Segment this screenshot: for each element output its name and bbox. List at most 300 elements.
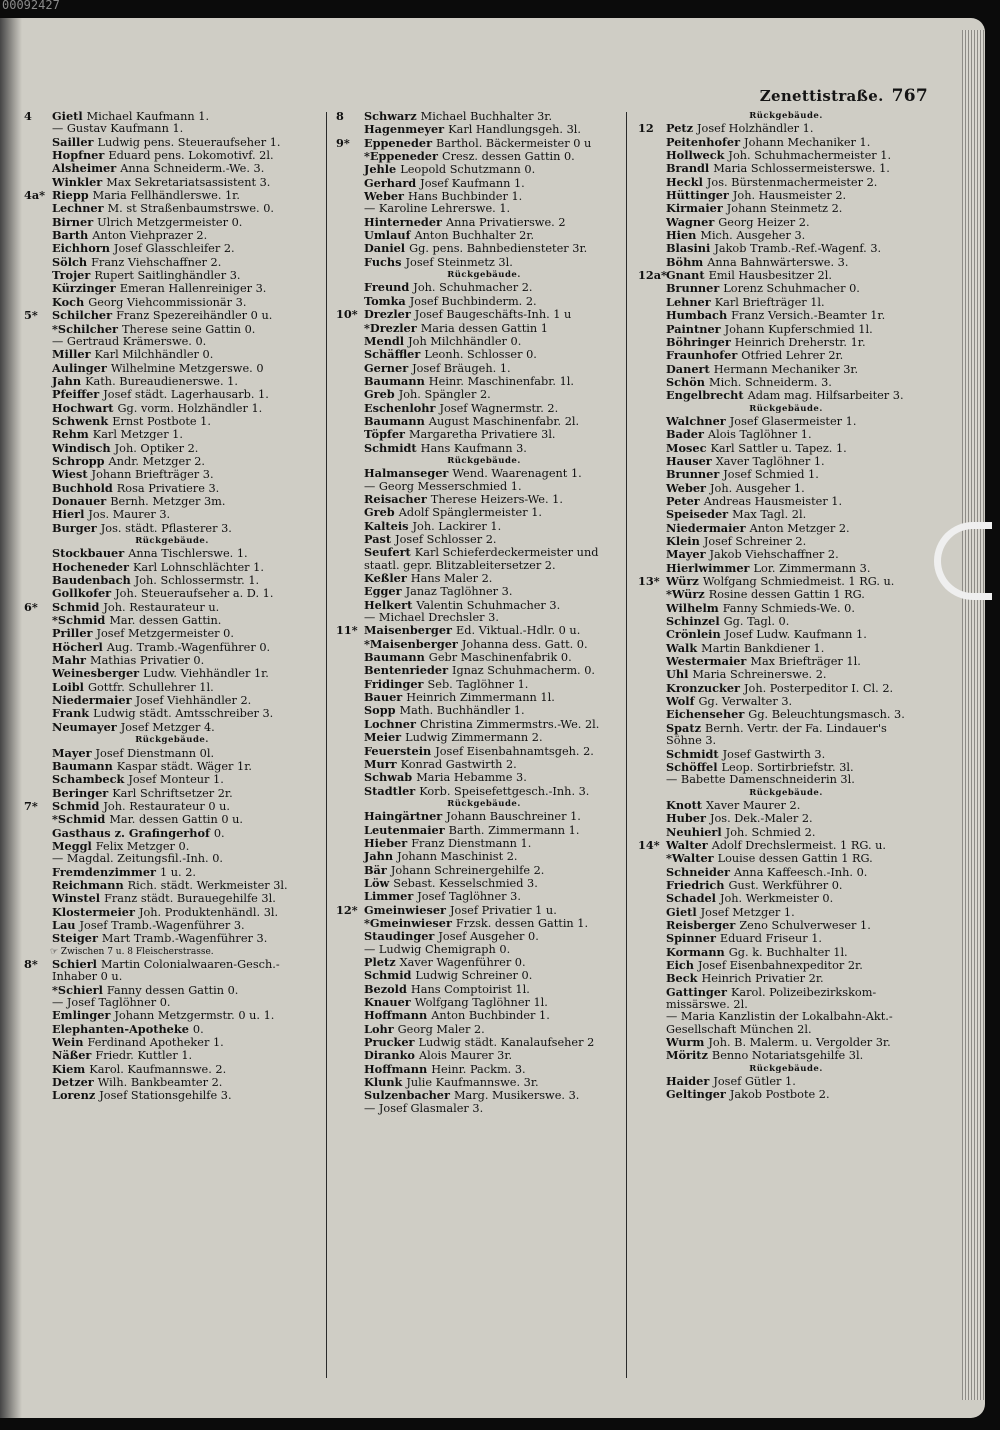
resident-name: Lechner xyxy=(52,202,104,216)
resident-name: Riepp xyxy=(52,189,89,203)
section-heading: Rückgebäude. xyxy=(749,111,823,121)
entry-detail: Joh. Hausmeister 2. xyxy=(732,189,847,203)
section-heading: Rückgebäude. xyxy=(447,270,521,281)
directory-entry xyxy=(24,110,320,123)
directory-entry xyxy=(336,560,632,572)
directory-entry xyxy=(336,190,632,203)
directory-entry xyxy=(24,242,320,255)
resident-name: Wein xyxy=(52,1036,84,1050)
house-number: 13* xyxy=(638,575,660,589)
resident-name: Uhl xyxy=(666,668,689,682)
directory-entry xyxy=(336,493,632,506)
entry-detail: Wolfgang Taglöhner 1l. xyxy=(414,996,548,1010)
section-heading: Rückgebäude. xyxy=(749,403,823,414)
directory-entry xyxy=(638,986,934,999)
entry-detail: Maria Schlossermeisterswe. 1. xyxy=(713,162,890,176)
directory-entry xyxy=(638,799,934,812)
directory-entry xyxy=(638,812,934,825)
resident-name: Buchhold xyxy=(52,481,113,495)
resident-name: Näßer xyxy=(52,1049,92,1063)
resident-name: *Gmeinwieser xyxy=(364,916,452,930)
entry-detail: Ludw. Viehhändler 1r. xyxy=(143,667,269,681)
entry-detail: Mich. Schneiderm. 3. xyxy=(709,375,832,389)
resident-name: Mayer xyxy=(52,746,92,760)
resident-name: Kronzucker xyxy=(666,681,740,695)
resident-name: Sopp xyxy=(364,704,396,718)
resident-name: Hoffmann xyxy=(364,1062,428,1076)
entry-detail: Ludwig pens. Steueraufseher 1. xyxy=(97,135,281,149)
resident-name: Mayer xyxy=(666,548,706,562)
directory-entry xyxy=(638,682,934,695)
resident-name: Brunner xyxy=(666,468,720,482)
entry-detail: Otfried Lehrer 2r. xyxy=(741,349,844,363)
resident-name: Böhringer xyxy=(666,335,731,349)
entry-detail: Karol. Kaufmannswe. 2. xyxy=(89,1062,227,1076)
resident-name: Alsheimer xyxy=(52,162,117,176)
resident-name: Gmeinwieser xyxy=(364,903,446,917)
house-number: 11* xyxy=(336,624,358,638)
directory-entry xyxy=(638,363,934,376)
entry-detail: Gust. Werkführer 0. xyxy=(728,878,843,892)
directory-entry xyxy=(336,546,632,559)
resident-name: Burger xyxy=(52,521,97,535)
directory-entry xyxy=(336,1076,632,1089)
entry-detail: Zeno Schulverweser 1. xyxy=(739,918,871,932)
directory-entry xyxy=(336,163,632,176)
resident-name: Humbach xyxy=(666,309,728,323)
section-heading: Rückgebäude. xyxy=(135,735,209,746)
resident-name: Murr xyxy=(364,757,397,771)
directory-entry xyxy=(336,1049,632,1062)
entry-detail: Josef Eisenbahnamtsgeh. 2. xyxy=(435,744,594,758)
resident-name: Heckl xyxy=(666,175,703,189)
directory-entry xyxy=(638,826,934,839)
resident-name: Lochner xyxy=(364,717,416,731)
house-number: 12* xyxy=(336,903,358,917)
entry-detail: Hans Buchbinder 1. xyxy=(408,190,523,204)
entry-detail: Franz Viehschaffner 2. xyxy=(91,255,222,269)
resident-name: Hagenmeyer xyxy=(364,123,445,137)
entry-detail: Ludwig Schreiner 0. xyxy=(415,969,533,983)
resident-name: Elephanten-Apotheke xyxy=(52,1022,189,1036)
entry-detail: Josef Baugeschäfts-Inh. 1 u xyxy=(414,308,572,322)
page-edges xyxy=(962,30,984,1400)
entry-detail: Franz Dienstmann 1. xyxy=(411,836,532,850)
directory-entry xyxy=(638,575,934,588)
entry-detail: Karl Milchhändler 0. xyxy=(94,348,214,362)
resident-name: Höcherl xyxy=(52,640,103,654)
resident-name: Bentenrieder xyxy=(364,664,449,678)
resident-name: Seufert xyxy=(364,546,411,560)
entry-detail: Jakob Tramb.-Ref.-Wagenf. 3. xyxy=(714,242,882,256)
entry-detail: Josef Gastwirth 3. xyxy=(722,747,826,761)
directory-entry xyxy=(336,442,632,455)
directory-entry xyxy=(336,520,632,533)
resident-name: Pletz xyxy=(364,956,396,969)
entry-detail: Joh. Schmied 2. xyxy=(725,825,816,839)
directory-entry xyxy=(24,840,320,853)
entry-detail: Joh. B. Malerm. u. Vergolder 3r. xyxy=(708,1036,891,1050)
directory-entry xyxy=(336,624,632,637)
entry-detail: Gebr Maschinenfabrik 0. xyxy=(428,651,572,665)
directory-entry xyxy=(336,1023,632,1036)
entry-detail: Karl Handlungsgeh. 3l. xyxy=(448,123,581,137)
directory-entry xyxy=(638,216,934,229)
resident-name: Schropp xyxy=(52,454,105,468)
resident-name: Past xyxy=(364,533,392,546)
entry-detail: Math. Buchhändler 1. xyxy=(399,704,525,718)
resident-name: Schierl xyxy=(52,958,97,971)
directory-entry xyxy=(24,229,320,242)
scan-id: 00092427 xyxy=(2,0,60,12)
directory-entry xyxy=(638,376,934,389)
directory-entry xyxy=(336,890,632,903)
entry-detail: Josef Holzhändler 1. xyxy=(697,122,814,136)
entry-detail: Barthol. Bäckermeister 0 u xyxy=(436,136,592,150)
directory-entry xyxy=(336,137,632,150)
resident-name: Schmid xyxy=(52,799,100,813)
entry-detail: Anna Tischlerswe. 1. xyxy=(128,547,248,561)
directory-entry xyxy=(336,1089,632,1102)
directory-entry xyxy=(24,256,320,269)
entry-detail: Gg. pens. Bahnbediensteter 3r. xyxy=(409,242,588,256)
entry-detail: Josef Steinmetz 3l. xyxy=(405,255,513,269)
directory-entry xyxy=(638,323,934,336)
entry-detail: Konrad Gastwirth 2. xyxy=(400,757,517,771)
directory-entry xyxy=(336,362,632,375)
resident-name: Daniel xyxy=(364,242,406,256)
entry-detail: Max Sekretariatsassistent 3. xyxy=(106,175,271,189)
resident-name: Hocheneder xyxy=(52,560,129,574)
entry-detail: Josef Bräugeh. 1. xyxy=(412,361,511,375)
entry-detail: Gesellschaft München 2l. xyxy=(666,1023,812,1036)
entry-detail: Valentin Schuhmacher 3. xyxy=(416,598,561,612)
resident-name: Limmer xyxy=(364,890,414,904)
directory-entry xyxy=(24,667,320,680)
directory-entry xyxy=(638,176,934,189)
entry-detail: Rich. städt. Werkmeister 3l. xyxy=(127,878,288,892)
resident-name: Petz xyxy=(666,122,694,136)
resident-name: Baumann xyxy=(52,759,113,773)
resident-name: Fremdenzimmer xyxy=(52,865,156,879)
directory-entry xyxy=(336,810,632,823)
entry-detail: Andr. Metzger 2. xyxy=(108,454,205,468)
directory-entry xyxy=(336,1103,632,1115)
entry-detail: Maria dessen Gattin 1 xyxy=(420,321,548,335)
entry-detail: — Maria Kanzlistin der Lokalbahn-Akt.- xyxy=(666,1011,893,1024)
entry-detail: Josef Privatier 1 u. xyxy=(450,903,557,917)
directory-entry xyxy=(638,482,934,495)
directory-entry xyxy=(336,718,632,731)
resident-name: Gietl xyxy=(52,110,83,123)
directory-entry xyxy=(24,149,320,162)
entry-detail: Ernst Postbote 1. xyxy=(112,414,211,428)
entry-detail: Jakob Postbote 2. xyxy=(729,1088,830,1102)
resident-name: Mosec xyxy=(666,441,707,455)
entry-detail: — Michael Drechsler 3. xyxy=(364,612,499,625)
section-heading: Rückgebäude. xyxy=(749,1063,823,1074)
entry-detail: Barth. Zimmermann 1. xyxy=(448,823,580,837)
resident-name: Helkert xyxy=(364,598,413,612)
directory-entry xyxy=(24,681,320,694)
directory-entry xyxy=(24,522,320,535)
entry-detail: Julie Kaufmannswe. 3r. xyxy=(406,1076,539,1090)
directory-entry xyxy=(336,651,632,664)
directory-entry xyxy=(336,506,632,519)
entry-detail: Jakob Viehschaffner 2. xyxy=(709,548,839,562)
resident-name: Keßler xyxy=(364,572,407,586)
resident-name: Fridinger xyxy=(364,677,424,691)
entry-detail: Bernh. Vertr. der Fa. Lindauer's xyxy=(705,721,887,735)
resident-name: Wiest xyxy=(52,468,88,482)
entry-detail: Joh. Schuhmachermeister 1. xyxy=(728,149,892,163)
directory-entry xyxy=(24,879,320,892)
entry-detail: Xaver Wagenführer 0. xyxy=(399,956,526,969)
column-rule xyxy=(326,112,327,1378)
resident-name: Schmidt xyxy=(364,441,417,455)
entry-detail: Leop. Sortirbriefstr. 3l. xyxy=(721,760,854,774)
directory-entry xyxy=(638,972,934,985)
resident-name: Schilcher xyxy=(52,309,113,323)
entry-detail: Gg. Tagl. 0. xyxy=(723,615,790,629)
entry-detail: Heinr. Maschinenfabr. 1l. xyxy=(428,374,574,388)
resident-name: Westermaier xyxy=(666,655,747,669)
entry-detail: Maria Schreinerswe. 2. xyxy=(692,668,827,682)
entry-detail: Johann Metzgermstr. 0 u. 1. xyxy=(114,1009,275,1023)
directory-entry xyxy=(638,655,934,668)
entry-detail: Mart Tramb.-Wagenführer 3. xyxy=(101,932,268,946)
resident-name: Schneider xyxy=(666,865,730,879)
directory-entry xyxy=(336,322,632,335)
directory-entry xyxy=(24,932,320,945)
entry-detail: Anton Buchbinder 1. xyxy=(431,1009,550,1023)
entry-detail: — Karoline Lehrerswe. 1. xyxy=(364,203,511,216)
resident-name: *Walter xyxy=(666,852,714,866)
resident-name: Töpfer xyxy=(364,428,405,442)
entry-detail: Franz Versich.-Beamter 1r. xyxy=(731,309,886,323)
section-heading: Rückgebäude. xyxy=(135,536,209,546)
directory-entry xyxy=(638,708,934,721)
resident-name: Mendl xyxy=(364,334,405,348)
directory-entry xyxy=(24,415,320,428)
resident-name: Knott xyxy=(666,798,703,812)
entry-detail: Josef Ludw. Kaufmann 1. xyxy=(724,628,867,642)
entry-detail: Friedr. Kuttler 1. xyxy=(95,1049,193,1063)
directory-entry xyxy=(336,917,632,930)
resident-name: Gerner xyxy=(364,361,409,375)
directory-entry xyxy=(638,919,934,932)
house-number: 12a* xyxy=(638,269,667,283)
entry-detail: Therese Heizers-We. 1. xyxy=(430,492,563,506)
directory-entry xyxy=(24,547,320,560)
entry-detail: Ludwig Zimmermann 2. xyxy=(405,731,543,745)
entry-detail: Eduard pens. Lokomotivf. 2l. xyxy=(108,149,274,163)
entry-detail: Josef Buchbinderm. 2. xyxy=(409,294,537,308)
directory-entry xyxy=(638,562,934,575)
entry-detail: 0. xyxy=(213,826,225,840)
running-head xyxy=(760,86,928,106)
resident-name: Knauer xyxy=(364,996,411,1010)
entry-detail: Mich. Ausgeher 3. xyxy=(700,229,806,243)
resident-name: Bauer xyxy=(364,691,403,705)
entry-detail: Gg. Beleuchtungsmasch. 3. xyxy=(748,708,905,722)
resident-name: Halmanseger xyxy=(364,467,449,481)
resident-name: Schäffler xyxy=(364,348,421,362)
directory-entry xyxy=(24,827,320,840)
resident-name: Walter xyxy=(666,838,708,852)
directory-entry xyxy=(638,428,934,441)
directory-entry xyxy=(24,707,320,720)
entry-detail: Josef Eisenbahnexpeditor 2r. xyxy=(698,959,863,972)
resident-name: Neuhierl xyxy=(666,825,722,839)
entry-detail: Franz städt. Burauegehilfe 3l. xyxy=(104,892,276,906)
resident-name: Stadtler xyxy=(364,784,416,798)
directory-entry xyxy=(638,999,934,1011)
entry-detail: Anna Kaffeesch.-Inh. 0. xyxy=(733,865,868,879)
resident-name: Loibl xyxy=(52,680,84,694)
resident-name: Eppeneder xyxy=(364,136,433,150)
directory-entry xyxy=(638,946,934,959)
entry-detail: Johann Maschinist 2. xyxy=(397,850,518,864)
directory-entry xyxy=(638,602,934,615)
entry-detail: Ludwig städt. Amtsschreiber 3. xyxy=(93,707,274,721)
directory-entry xyxy=(638,932,934,945)
directory-entry xyxy=(24,495,320,508)
section-heading: Rückgebäude. xyxy=(447,798,521,809)
directory-entry xyxy=(336,242,632,255)
resident-name: Schmid xyxy=(52,600,100,614)
resident-name: Pfeiffer xyxy=(52,388,100,402)
entry-detail: Alois Maurer 3r. xyxy=(418,1049,513,1063)
resident-name: Reisberger xyxy=(666,918,736,932)
entry-detail: Hans Kaufmann 3. xyxy=(420,441,527,455)
directory-entry xyxy=(638,1011,934,1023)
resident-name: Gattinger xyxy=(666,985,727,999)
entry-detail: Margaretha Privatiere 3l. xyxy=(408,428,556,442)
resident-name: Gietl xyxy=(666,905,697,919)
directory-entry xyxy=(638,122,934,135)
resident-name: Windisch xyxy=(52,441,111,455)
entry-detail: Anton Viehprazer 2. xyxy=(92,229,208,243)
directory-entry xyxy=(638,296,934,309)
resident-name: Gerhard xyxy=(364,176,417,190)
resident-name: Hauser xyxy=(666,454,712,468)
directory-entry xyxy=(24,747,320,760)
resident-name: Emlinger xyxy=(52,1009,111,1023)
directory-entry xyxy=(24,1089,320,1102)
resident-name: Hinterneder xyxy=(364,215,442,229)
entry-detail: Joh. Restaurateur 0 u. xyxy=(103,799,231,813)
entry-detail: Michael Buchhalter 3r. xyxy=(420,110,553,123)
resident-name: Beck xyxy=(666,972,698,986)
resident-name: Schmidt xyxy=(666,747,719,761)
entry-detail: Joh. Schuhmacher 2. xyxy=(413,281,533,295)
directory-entry xyxy=(336,904,632,917)
directory-entry xyxy=(336,216,632,229)
resident-name: Reichmann xyxy=(52,878,124,892)
entry-detail: Adolf Drechslermeist. 1 RG. u. xyxy=(711,838,886,852)
directory-entry xyxy=(336,638,632,651)
directory-entry xyxy=(24,282,320,295)
directory-entry xyxy=(24,269,320,282)
entry-detail: Josef Metzger 4. xyxy=(120,720,215,734)
resident-name: Niedermaier xyxy=(666,521,746,535)
resident-name: Maisenberger xyxy=(364,624,452,638)
directory-entry xyxy=(24,189,320,202)
page-number: 767 xyxy=(891,86,928,106)
directory-entry xyxy=(24,919,320,932)
directory-entry xyxy=(336,481,632,493)
directory-entry xyxy=(24,123,320,135)
directory-entry xyxy=(24,162,320,175)
directory-entry xyxy=(336,731,632,744)
section-heading: Rückgebäude. xyxy=(749,787,823,798)
entry-detail: Inhaber 0 u. xyxy=(52,971,123,984)
directory-entry xyxy=(336,704,632,717)
entry-detail: Josef Schreiner 2. xyxy=(703,535,807,548)
directory-entry xyxy=(336,402,632,415)
entry-detail: Marg. Musikerswe. 3. xyxy=(453,1089,580,1103)
directory-entry xyxy=(638,588,934,601)
resident-name: Haingärtner xyxy=(364,810,443,824)
entry-detail: Hans Maler 2. xyxy=(410,572,493,586)
house-number: 10* xyxy=(336,308,358,322)
directory-entry xyxy=(336,969,632,982)
resident-name: Schwarz xyxy=(364,110,417,123)
directory-entry xyxy=(24,787,320,800)
resident-name: Barth xyxy=(52,229,89,243)
resident-name: Hoffmann xyxy=(364,1009,428,1023)
resident-name: Schwenk xyxy=(52,414,109,428)
entry-detail: Sebast. Kesselschmied 3. xyxy=(393,876,538,890)
entry-detail: Leonh. Schlosser 0. xyxy=(424,348,537,362)
resident-name: Feuerstein xyxy=(364,744,432,758)
entry-detail: Georg Maler 2. xyxy=(397,1022,485,1036)
directory-entry xyxy=(24,561,320,574)
entry-detail: Josef Gütler 1. xyxy=(713,1075,796,1089)
resident-name: Brunner xyxy=(666,282,720,296)
directory-entry xyxy=(336,678,632,691)
directory-entry xyxy=(638,959,934,972)
resident-name: Egger xyxy=(364,585,402,599)
entry-detail: Xaver Taglöhner 1. xyxy=(715,454,825,468)
entry-detail: Heinrich Zimmermann 1l. xyxy=(406,691,555,705)
entry-detail: Heinr. Packm. 3. xyxy=(431,1062,526,1076)
resident-name: Kirmaier xyxy=(666,202,723,216)
resident-name: Tomka xyxy=(364,294,406,308)
entry-detail: Mar. dessen Gattin. xyxy=(109,614,222,628)
resident-name: Drezler xyxy=(364,308,411,322)
entry-detail: Joh. Restaurateur u. xyxy=(103,600,220,614)
entry-detail: Josef Wagnermstr. 2. xyxy=(439,401,559,415)
entry-detail: Gottfr. Schullehrer 1l. xyxy=(87,680,214,694)
resident-name: Weinesberger xyxy=(52,667,140,681)
directory-entry xyxy=(336,308,632,321)
directory-entry xyxy=(336,415,632,428)
entry-detail: Josef Schlosser 2. xyxy=(395,533,497,546)
entry-detail: Emil Hausbesitzer 2l. xyxy=(708,269,832,283)
entry-detail: staatl. gepr. Blitzableitersetzer 2. xyxy=(364,559,556,572)
entry-detail: Lor. Zimmermann 3. xyxy=(753,561,871,575)
entry-detail: — Magdal. Zeitungsfil.-Inh. 0. xyxy=(52,853,223,866)
entry-detail: Anna Bahnwärterswe. 3. xyxy=(707,255,849,269)
resident-name: Eichhorn xyxy=(52,242,110,256)
directory-entry xyxy=(336,771,632,784)
entry-detail: Joh. Produktenhändl. 3l. xyxy=(138,905,279,919)
entry-detail: missärswe. 2l. xyxy=(666,999,748,1012)
resident-name: Eschenlohr xyxy=(364,401,436,415)
entry-detail: Joh. Werkmeister 0. xyxy=(719,892,834,906)
